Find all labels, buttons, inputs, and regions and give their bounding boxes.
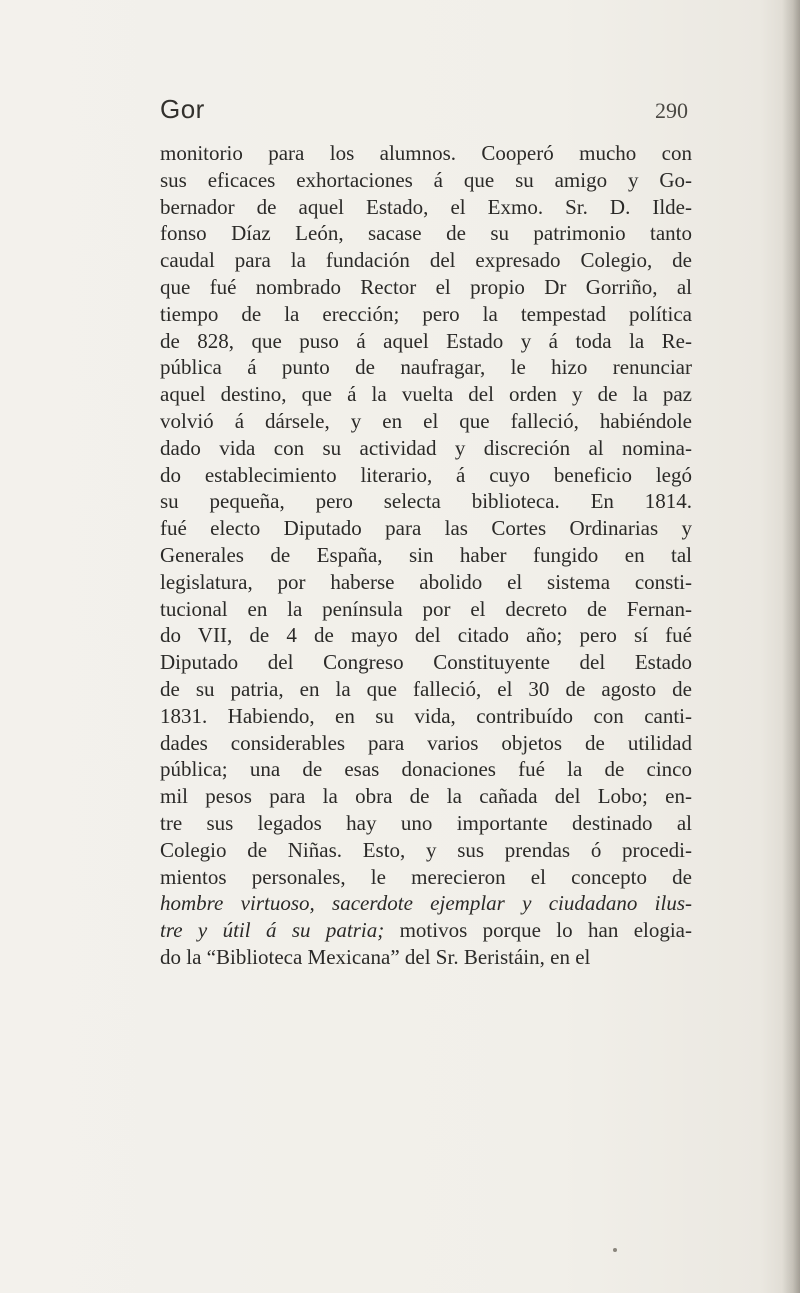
italic-text-line: hombre virtuoso, sacerdote ejemplar y ciudadano ilus- <box>160 891 692 916</box>
text-line: bernador de aquel Estado, el Exmo. Sr. D. Ilde- <box>160 194 692 219</box>
body-text <box>160 140 692 971</box>
text-line: tre sus legados hay uno importante destinado al <box>160 810 692 835</box>
text-line: de su patria, en la que falleció, el 30 de agosto de <box>160 676 692 701</box>
paper-speck <box>613 1248 617 1252</box>
text-line: pública á punto de naufragar, le hizo renunciar <box>160 355 692 380</box>
text-line: Generales de España, sin haber fungido en tal <box>160 542 692 567</box>
roman-phrase: motivos porque lo han elogia- <box>384 918 692 943</box>
text-line: mientos personales, le merecieron el concepto de <box>160 864 692 889</box>
text-line: do la “Biblioteca Mexicana” del Sr. Beristáin, en el <box>160 944 591 969</box>
text-line: fué electo Diputado para las Cortes Ordinarias y <box>160 516 692 541</box>
text-line: fonso Díaz León, sacase de su patrimonio tanto <box>160 221 692 246</box>
text-line: tiempo de la erección; pero la tempestad política <box>160 301 692 326</box>
text-line: tucional en la península por el decreto de Fernan- <box>160 596 692 621</box>
text-line: su pequeña, pero selecta biblioteca. En 1814. <box>160 489 692 514</box>
text-line: dades considerables para varios objetos de utilidad <box>160 730 692 755</box>
text-line: Diputado del Congreso Constituyente del Estado <box>160 650 692 675</box>
italic-phrase: tre y útil á su patria; <box>160 918 385 943</box>
text-line: Colegio de Niñas. Esto, y sus prendas ó procedi- <box>160 837 692 862</box>
running-head: Gor <box>160 94 205 124</box>
text-line: do VII, de 4 de mayo del citado año; pero sí fué <box>160 623 692 648</box>
text-line: pública; una de esas donaciones fué la de cinco <box>160 757 692 782</box>
text-line: mil pesos para la obra de la cañada del Lobo; en- <box>160 784 692 809</box>
text-line: caudal para la fundación del expresado Colegio, de <box>160 248 692 273</box>
page-number: 290 <box>655 98 688 123</box>
text-line: legislatura, por haberse abolido el sistema consti- <box>160 569 692 594</box>
mixed-text-line <box>160 917 692 944</box>
text-line: aquel destino, que á la vuelta del orden y de la paz <box>160 382 692 407</box>
text-line: que fué nombrado Rector el propio Dr Gorriño, al <box>160 274 692 299</box>
text-line: sus eficaces exhortaciones á que su amigo y Go- <box>160 167 692 192</box>
page-edge-shadow <box>782 0 800 1293</box>
text-line: volvió á dársele, y en el que falleció, habiéndole <box>160 408 692 433</box>
text-line: de 828, que puso á aquel Estado y á toda la Re- <box>160 328 692 353</box>
text-line: do establecimiento literario, á cuyo beneficio legó <box>160 462 692 487</box>
page-header <box>160 94 688 134</box>
text-line: monitorio para los alumnos. Cooperó mucho con <box>160 141 692 165</box>
text-line: dado vida con su actividad y discreción al nomina- <box>160 435 692 460</box>
text-line: 1831. Habiendo, en su vida, contribuído con canti- <box>160 703 692 728</box>
